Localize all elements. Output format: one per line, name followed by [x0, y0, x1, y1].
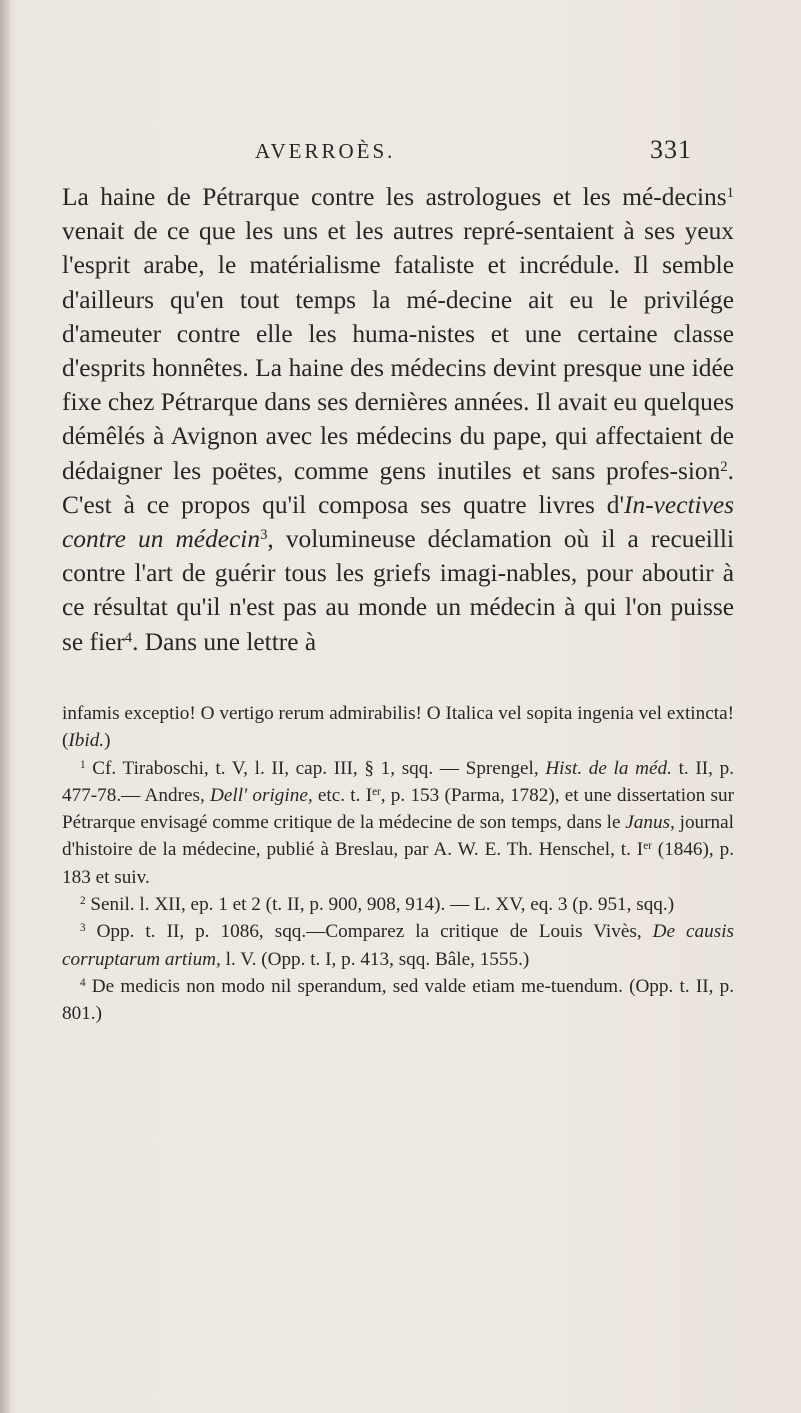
- ibid: Ibid.: [68, 730, 105, 752]
- book-title-invectives: In-vectives contre un médecin: [62, 490, 734, 554]
- text-run: (1846), p. 183 et suiv.: [62, 839, 734, 888]
- footnotes: [62, 700, 734, 1028]
- text-run: ): [104, 730, 111, 752]
- text-run: , p. 153 (Parma, 1782), et une dissertation sur Pétrarque envisagé comme critique de la médecine de son temps, dans le: [62, 784, 734, 834]
- footnote-4: [62, 973, 734, 1028]
- footnote-number: 3: [80, 922, 86, 935]
- text-run: infamis exceptio! O vertigo rerum admirabilis! O Italica vel sopita ingenia vel extincta! (: [62, 703, 734, 752]
- paragraph: [62, 180, 734, 659]
- superscript: er: [643, 840, 652, 853]
- footnote-1: [62, 755, 734, 891]
- text-run: , volumineuse déclamation où il a recueilli contre l'art de guérir tous les griefs imagi-nables, pour aboutir à ce résultat qu'il n'est pas au monde un médecin à qui l'on puisse se fier: [62, 525, 734, 656]
- title-dell-origine: Dell' origine,: [210, 784, 313, 806]
- footnote-ref-4: 4: [124, 629, 133, 646]
- text-run: . Dans une lettre à: [132, 627, 317, 656]
- footnote-ref-3: 3: [260, 526, 268, 543]
- footnote-ref-1: 1: [726, 184, 734, 201]
- page-number: 331: [650, 135, 692, 164]
- footnote-3: [62, 918, 734, 973]
- text-run: De medicis non modo nil sperandum, sed valde etiam me-tuendum. (Opp. t. II, p. 801.): [62, 975, 734, 1025]
- footnote-ref-2: 2: [720, 458, 728, 475]
- text-run: Cf. Tiraboschi, t. V, l. II, cap. III, § 1, sqq. — Sprengel,: [85, 757, 546, 779]
- title-hist: Hist. de la méd.: [545, 757, 672, 779]
- footnote-number: 2: [80, 894, 86, 907]
- text-run: l. V. (Opp. t. I, p. 413, sqq. Bâle, 1555.): [220, 948, 530, 970]
- text-run: etc. t. I: [312, 784, 373, 806]
- running-title: AVERROÈS.: [255, 139, 396, 163]
- text-run: . C'est à ce propos qu'il composa ses quatre livres d': [62, 456, 734, 519]
- text-run: t. II, p. 477-78.— Andres,: [62, 757, 734, 806]
- title-janus: Janus,: [625, 812, 675, 834]
- text-run: Senil. l. XII, ep. 1 et 2 (t. II, p. 900, 908, 914). — L. XV, eq. 3 (p. 951, sqq.): [85, 894, 675, 916]
- title-de-causis: De causis corruptarum artium,: [62, 921, 734, 970]
- footnote-continuation: [62, 700, 734, 755]
- footnote-number: 4: [80, 976, 86, 989]
- text-run: venait de ce que les uns et les autres repré-sentaient à ses yeux l'esprit arabe, le matérialisme fataliste et incrédule. Il semble d'ailleurs qu'en tout temps la mé-decine ait eu le privilége d'ameuter contre elle les huma-nistes et une certaine classe d'esprits honnêtes. La haine des médecins devint presque une idée fixe chez Pétrarque dans ses dernières années. Il avait eu quelques démêlés à Avignon avec les médecins du pape, qui affectaient de dédaigner les poëtes, comme gens inutiles et sans profes-sion: [62, 217, 734, 485]
- main-text: [62, 180, 734, 659]
- footnote-2: [62, 891, 734, 918]
- page-spine-shadow: [0, 0, 10, 1413]
- text-run: journal d'histoire de la médecine, publié à Breslau, par A. W. E. Th. Henschel, t. I: [62, 812, 734, 861]
- running-header: [0, 135, 801, 175]
- superscript: er: [372, 785, 381, 798]
- text-run: La haine de Pétrarque contre les astrologues et les mé-decins: [62, 183, 727, 211]
- text-run: Opp. t. II, p. 1086, sqq.—Comparez la critique de Louis Vivès,: [85, 921, 653, 943]
- footnote-number: 1: [80, 758, 86, 771]
